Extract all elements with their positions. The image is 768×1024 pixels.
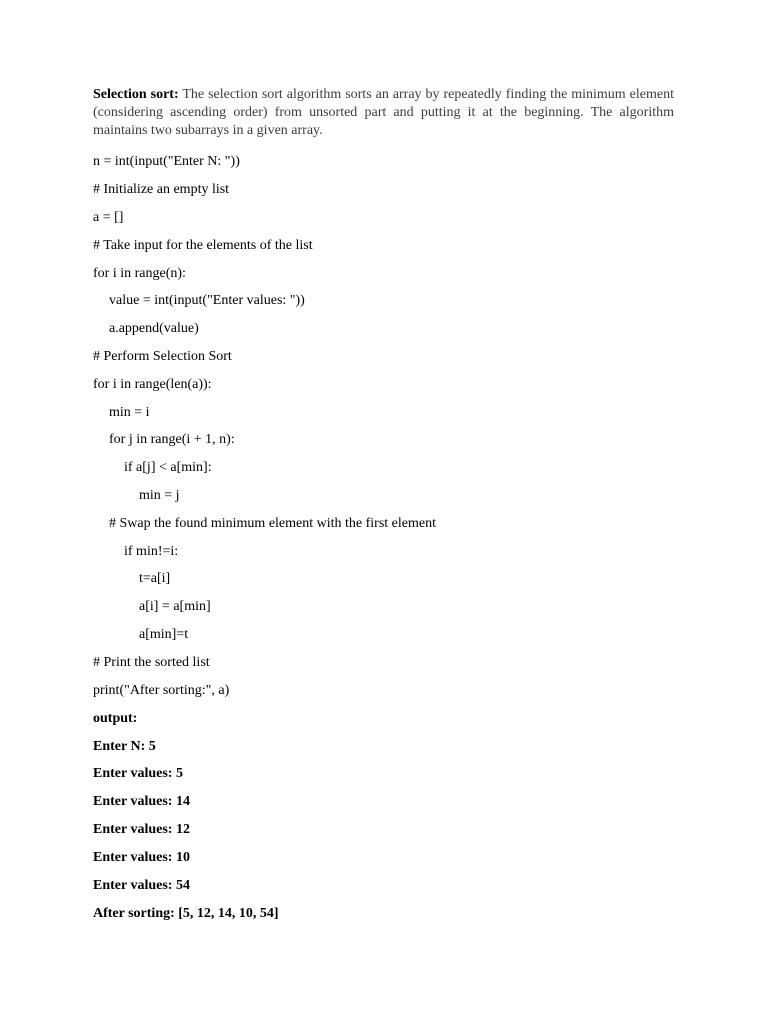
code-line: a = [] [93,210,124,225]
intro-description: The selection sort algorithm sorts an array by repeatedly finding the minimum element (considering ascending order) from unsorted part and putting it at the beginning. The algorithm maintains two subarrays in a given array. [93,87,674,138]
code-line: min = i [109,405,150,420]
code-line: min = j [139,488,180,503]
output-line: Enter N: 5 [93,739,156,754]
code-line: a.append(value) [109,321,199,336]
code-line: print("After sorting:", a) [93,683,230,698]
output-heading: output: [93,711,138,726]
code-comment: # Initialize an empty list [93,182,230,197]
code-comment: # Take input for the elements of the list [93,238,313,253]
code-line: a[i] = a[min] [139,599,211,614]
document-page [93,86,674,921]
code-line: a[min]=t [139,627,189,642]
code-line: for i in range(n): [93,266,186,281]
code-comment: # Swap the found minimum element with the first element [109,516,436,531]
code-line: t=a[i] [139,571,171,586]
code-line: if min!=i: [124,544,179,559]
output-result: After sorting: [5, 12, 14, 10, 54] [93,906,279,921]
code-line: for i in range(len(a)): [93,377,212,392]
intro-term: Selection sort: [93,87,179,102]
output-line: Enter values: 12 [93,822,190,837]
output-line: Enter values: 5 [93,766,183,781]
code-line: value = int(input("Enter values: ")) [109,293,305,308]
code-comment: # Print the sorted list [93,655,210,670]
code-line: n = int(input("Enter N: ")) [93,154,240,169]
code-line: for j in range(i + 1, n): [109,432,235,447]
intro-paragraph [93,86,674,140]
output-line: Enter values: 10 [93,850,190,865]
code-comment: # Perform Selection Sort [93,349,232,364]
output-line: Enter values: 14 [93,794,190,809]
output-line: Enter values: 54 [93,878,190,893]
code-line: if a[j] < a[min]: [124,460,212,475]
